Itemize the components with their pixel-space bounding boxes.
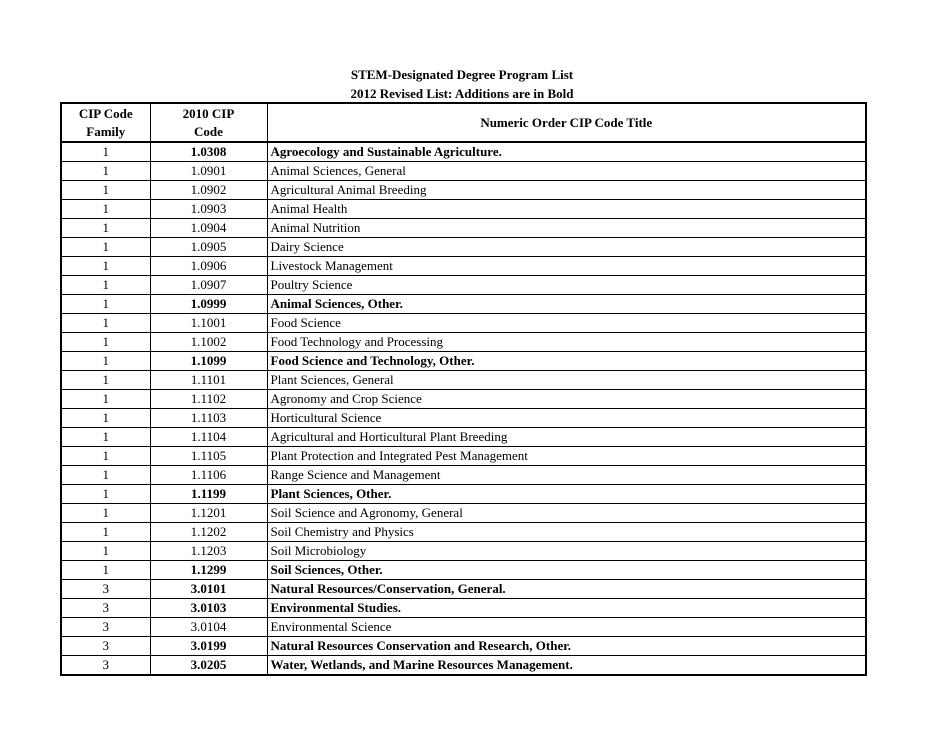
cip-family-cell: 1 xyxy=(61,200,150,219)
cip-code-cell: 1.1099 xyxy=(150,352,267,371)
cip-code-cell: 1.1101 xyxy=(150,371,267,390)
table-row xyxy=(61,485,866,504)
table-row xyxy=(61,295,866,314)
cip-code-cell: 1.0903 xyxy=(150,200,267,219)
table-row xyxy=(61,371,866,390)
cip-code-cell: 1.1102 xyxy=(150,390,267,409)
table-row xyxy=(61,219,866,238)
header-cip-title: Numeric Order CIP Code Title xyxy=(267,103,866,142)
cip-family-cell: 1 xyxy=(61,276,150,295)
table-row xyxy=(61,504,866,523)
cip-code-cell: 1.1202 xyxy=(150,523,267,542)
document-title: STEM-Designated Degree Program List xyxy=(350,67,574,82)
table-row xyxy=(61,142,866,162)
document-heading xyxy=(60,65,864,103)
cip-title-cell: Soil Sciences, Other. xyxy=(267,561,866,580)
table-row xyxy=(61,466,866,485)
cip-family-cell: 1 xyxy=(61,428,150,447)
cip-title-cell: Agronomy and Crop Science xyxy=(267,390,866,409)
table-row xyxy=(61,390,866,409)
cip-code-cell: 1.1106 xyxy=(150,466,267,485)
cip-family-cell: 1 xyxy=(61,466,150,485)
cip-code-cell: 1.0904 xyxy=(150,219,267,238)
table-row xyxy=(61,314,866,333)
cip-title-cell: Horticultural Science xyxy=(267,409,866,428)
table-header xyxy=(61,103,866,142)
header-cip-family-line1: CIP Code xyxy=(78,105,133,121)
table-row xyxy=(61,580,866,599)
header-cip-code-line2: Code xyxy=(194,123,223,139)
cip-family-cell: 3 xyxy=(61,656,150,676)
table-row xyxy=(61,542,866,561)
cip-family-cell: 3 xyxy=(61,618,150,637)
cip-title-cell: Plant Sciences, General xyxy=(267,371,866,390)
cip-code-cell: 1.1001 xyxy=(150,314,267,333)
header-cip-family xyxy=(61,103,150,142)
cip-family-cell: 1 xyxy=(61,561,150,580)
cip-family-cell: 1 xyxy=(61,238,150,257)
cip-title-cell: Animal Health xyxy=(267,200,866,219)
header-row xyxy=(61,103,866,142)
cip-title-cell: Animal Sciences, General xyxy=(267,162,866,181)
table-row xyxy=(61,523,866,542)
cip-code-cell: 1.0308 xyxy=(150,142,267,162)
table-row xyxy=(61,561,866,580)
cip-title-cell: Poultry Science xyxy=(267,276,866,295)
document-subtitle: 2012 Revised List: Additions are in Bold xyxy=(350,86,574,101)
table-row xyxy=(61,181,866,200)
cip-family-cell: 3 xyxy=(61,599,150,618)
table-row xyxy=(61,447,866,466)
cip-family-cell: 1 xyxy=(61,142,150,162)
cip-family-cell: 1 xyxy=(61,390,150,409)
table-row xyxy=(61,656,866,676)
table-row xyxy=(61,409,866,428)
cip-code-cell: 1.0999 xyxy=(150,295,267,314)
cip-title-cell: Plant Sciences, Other. xyxy=(267,485,866,504)
cip-code-cell: 1.1201 xyxy=(150,504,267,523)
cip-code-cell: 1.1103 xyxy=(150,409,267,428)
cip-family-cell: 3 xyxy=(61,580,150,599)
cip-title-cell: Animal Nutrition xyxy=(267,219,866,238)
cip-family-cell: 1 xyxy=(61,295,150,314)
cip-title-cell: Soil Chemistry and Physics xyxy=(267,523,866,542)
cip-family-cell: 1 xyxy=(61,542,150,561)
cip-code-cell: 3.0199 xyxy=(150,637,267,656)
cip-family-cell: 1 xyxy=(61,314,150,333)
cip-family-cell: 3 xyxy=(61,637,150,656)
table-row xyxy=(61,257,866,276)
cip-title-cell: Soil Science and Agronomy, General xyxy=(267,504,866,523)
table-row xyxy=(61,276,866,295)
table-row xyxy=(61,352,866,371)
header-cip-code xyxy=(150,103,267,142)
cip-family-cell: 1 xyxy=(61,504,150,523)
header-cip-code-line1: 2010 CIP xyxy=(182,105,235,121)
table-row xyxy=(61,618,866,637)
table-row xyxy=(61,162,866,181)
cip-title-cell: Livestock Management xyxy=(267,257,866,276)
cip-family-cell: 1 xyxy=(61,447,150,466)
cip-title-cell: Dairy Science xyxy=(267,238,866,257)
cip-title-cell: Soil Microbiology xyxy=(267,542,866,561)
cip-family-cell: 1 xyxy=(61,371,150,390)
header-cip-family-line2: Family xyxy=(86,123,126,139)
table-body xyxy=(61,142,866,675)
cip-family-cell: 1 xyxy=(61,409,150,428)
cip-title-cell: Food Science and Technology, Other. xyxy=(267,352,866,371)
cip-code-cell: 3.0103 xyxy=(150,599,267,618)
cip-family-cell: 1 xyxy=(61,485,150,504)
cip-code-cell: 1.1203 xyxy=(150,542,267,561)
cip-family-cell: 1 xyxy=(61,523,150,542)
cip-code-cell: 1.1104 xyxy=(150,428,267,447)
cip-title-cell: Food Science xyxy=(267,314,866,333)
cip-family-cell: 1 xyxy=(61,257,150,276)
cip-code-cell: 3.0101 xyxy=(150,580,267,599)
cip-code-cell: 1.1105 xyxy=(150,447,267,466)
table-row xyxy=(61,333,866,352)
cip-family-cell: 1 xyxy=(61,181,150,200)
cip-family-cell: 1 xyxy=(61,219,150,238)
cip-title-cell: Range Science and Management xyxy=(267,466,866,485)
cip-code-cell: 3.0205 xyxy=(150,656,267,676)
cip-title-cell: Environmental Studies. xyxy=(267,599,866,618)
cip-title-cell: Agricultural and Horticultural Plant Breeding xyxy=(267,428,866,447)
cip-title-cell: Agroecology and Sustainable Agriculture. xyxy=(267,142,866,162)
cip-code-cell: 1.0901 xyxy=(150,162,267,181)
cip-family-cell: 1 xyxy=(61,162,150,181)
cip-title-cell: Plant Protection and Integrated Pest Management xyxy=(267,447,866,466)
cip-title-cell: Food Technology and Processing xyxy=(267,333,866,352)
table-row xyxy=(61,599,866,618)
cip-title-cell: Natural Resources/Conservation, General. xyxy=(267,580,866,599)
cip-code-cell: 1.0907 xyxy=(150,276,267,295)
cip-title-cell: Environmental Science xyxy=(267,618,866,637)
table-row xyxy=(61,238,866,257)
cip-code-cell: 1.0902 xyxy=(150,181,267,200)
cip-code-cell: 1.1199 xyxy=(150,485,267,504)
cip-code-cell: 3.0104 xyxy=(150,618,267,637)
cip-title-cell: Natural Resources Conservation and Research, Other. xyxy=(267,637,866,656)
cip-family-cell: 1 xyxy=(61,333,150,352)
cip-title-cell: Agricultural Animal Breeding xyxy=(267,181,866,200)
cip-family-cell: 1 xyxy=(61,352,150,371)
table-row xyxy=(61,200,866,219)
cip-code-table xyxy=(60,102,867,676)
table-row xyxy=(61,637,866,656)
cip-code-cell: 1.1002 xyxy=(150,333,267,352)
cip-code-cell: 1.1299 xyxy=(150,561,267,580)
cip-title-cell: Animal Sciences, Other. xyxy=(267,295,866,314)
cip-code-cell: 1.0905 xyxy=(150,238,267,257)
table-row xyxy=(61,428,866,447)
cip-title-cell: Water, Wetlands, and Marine Resources Management. xyxy=(267,656,866,676)
cip-code-cell: 1.0906 xyxy=(150,257,267,276)
